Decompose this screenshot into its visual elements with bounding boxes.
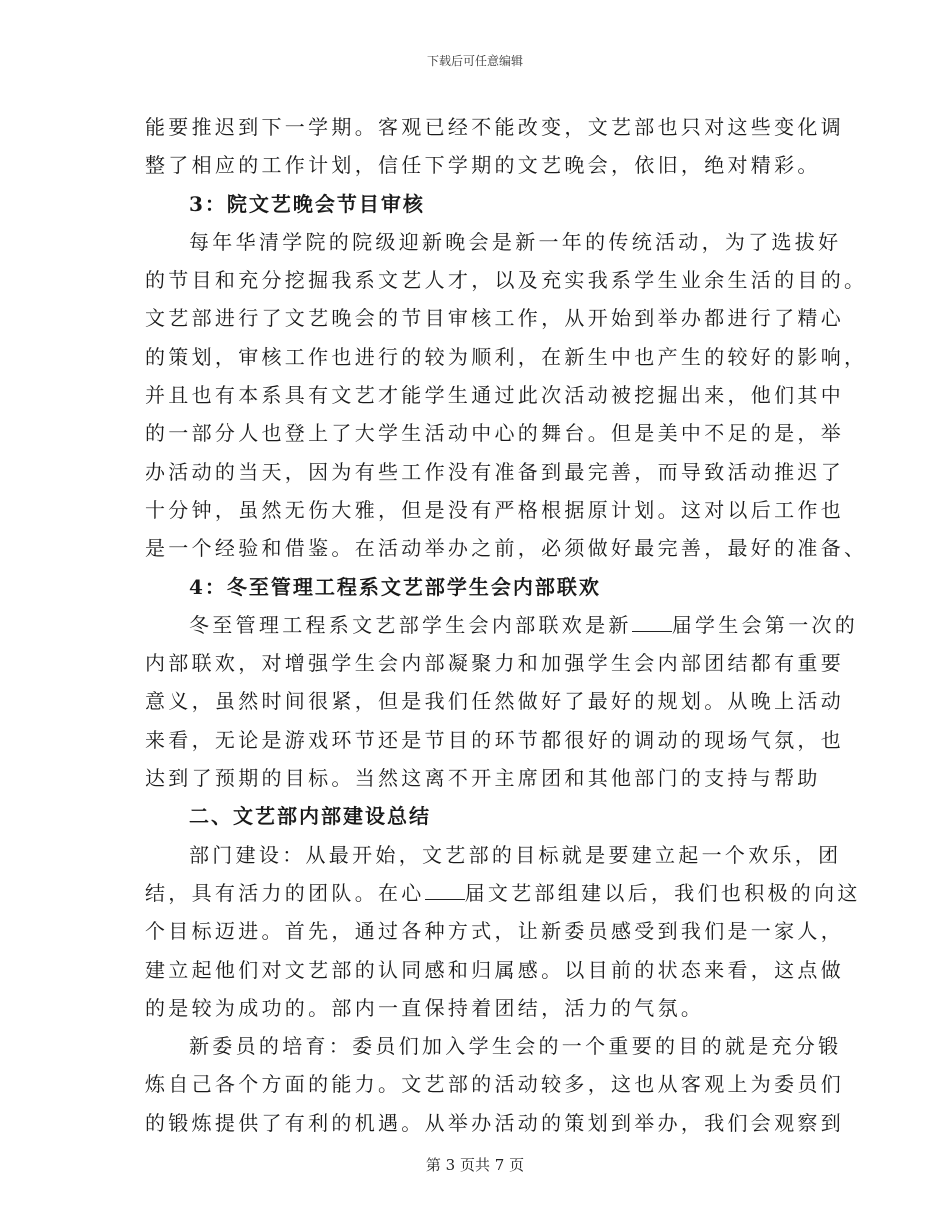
document-body [145,108,868,1142]
text-line: 的策划，审核工作也进行的较为顺利，在新生中也产生的较好的影响， [145,344,868,369]
text-segment: 结，具有活力的团队。在心 [145,880,425,905]
text-line: 的节目和充分挖掘我系文艺人才，以及充实我系学生业余生活的目的。 [145,268,868,293]
page-header: 下载后可任意编辑 [426,54,523,68]
text-line: 是一个经验和借鉴。在活动举办之前，必须做好最完善，最好的准备、 [145,536,868,561]
text-line: 新委员的培育：委员们加入学生会的一个重要的目的就是充分锻 [189,1034,842,1059]
text-line: 部门建设：从最开始，文艺部的目标就是要建立起一个欢乐，团 [189,842,842,867]
text-line: 办活动的当天，因为有些工作没有准备到最完善，而导致活动推迟了 [145,459,844,484]
text-segment: 冬至管理工程系文艺部学生会内部联欢是新 [189,612,632,637]
text-line: 炼自己各个方面的能力。文艺部的活动较多，这也从客观上为委员们 [145,1072,844,1097]
text-line: 的一部分人也登上了大学生活动中心的舞台。但是美中不足的是，举 [145,421,844,446]
section-heading: 二、文艺部内部建设总结 [189,804,431,829]
section-heading: 4：冬至管理工程系文艺部学生会内部联欢 [189,574,601,599]
text-line: 意义，虽然时间很紧，但是我们任然做好了最好的规划。从晚上活动 [145,689,844,714]
text-line [145,606,859,644]
section-heading: 3：院文艺晚会节目审核 [189,191,425,216]
fill-in-blank [425,883,465,900]
text-line: 的锻炼提供了有利的机遇。从举办活动的策划到举办，我们会观察到 [145,1110,844,1135]
text-line: 并且也有本系具有文艺才能学生通过此次活动被挖掘出来，他们其中 [145,383,844,408]
text-line: 个目标迈进。首先，通过各种方式，让新委员感受到我们是一家人， [145,919,844,944]
text-line: 十分钟，虽然无伤大雅，但是没有严格根据原计划。这对以后工作也 [145,497,844,522]
text-line: 的是较为成功的。部内一直保持着团结，活力的气氛。 [145,995,705,1020]
fill-in-blank [632,615,672,632]
text-segment: 届学生会第一次的 [671,612,859,637]
text-line: 每年华清学院的院级迎新晚会是新一年的传统活动，为了选拔好 [189,229,842,254]
text-line: 内部联欢，对增强学生会内部凝聚力和加强学生会内部团结都有重要 [145,651,844,676]
text-line: 建立起他们对文艺部的认同感和归属感。以目前的状态来看，这点做 [145,957,844,982]
text-line: 整了相应的工作计划，信任下学期的文艺晚会，依旧，绝对精彩。 [145,153,821,178]
text-line: 文艺部进行了文艺晚会的节目审核工作，从开始到举办都进行了精心 [145,306,844,331]
paragraph-lines [145,108,868,1142]
text-line [145,874,861,912]
text-segment: 届文艺部组建以后，我们也积极的向这 [464,880,861,905]
text-line: 能要推迟到下一学期。客观已经不能改变，文艺部也只对这些变化调 [145,115,844,139]
page-number: 第 3 页共 7 页 [425,1156,525,1174]
text-line: 达到了预期的目标。当然这离不开主席团和其他部门的支持与帮助 [145,766,821,791]
text-line: 来看，无论是游戏环节还是节目的环节都很好的调动的现场气氛，也 [145,727,844,752]
